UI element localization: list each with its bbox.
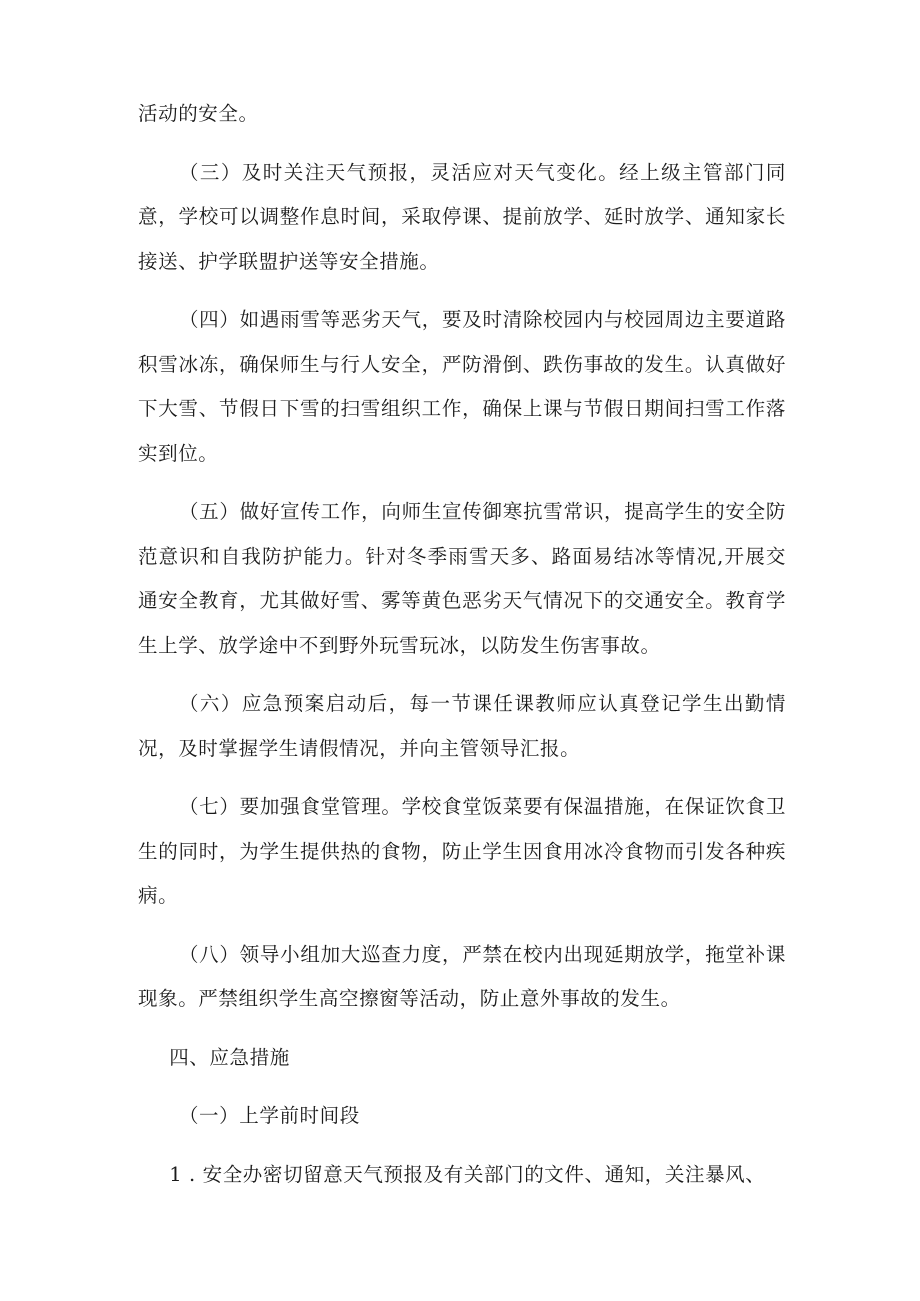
paragraph-item-4: （四）如遇雨雪等恶劣天气，要及时清除校园内与校园周边主要道路积雪冰冻，确保师生与行人安全，严防滑倒、跌伤事故的发生。认真做好下大雪、节假日下雪的扫雪组织工作，确保上课与节假日期间扫雪工作落实到位。 [138, 308, 786, 465]
paragraph-item-3: （三）及时关注天气预报，灵活应对天气变化。经上级主管部门同意，学校可以调整作息时间，采取停课、提前放学、延时放学、通知家长接送、护学联盟护送等安全措施。 [138, 160, 786, 273]
paragraph-item-5: （五）做好宣传工作，向师生宣传御寒抗雪常识，提高学生的安全防范意识和自我防护能力。针对冬季雨雪天多、路面易结冰等情况,开展交通安全教育，尤其做好雪、雾等黄色恶劣天气情况下的交通安全。教育学生上学、放学途中不到野外玩雪玩冰，以防发生伤害事故。 [138, 500, 786, 657]
paragraph-item-7: （七）要加强食堂管理。学校食堂饭菜要有保温措施，在保证饮食卫生的同时，为学生提供热的食物，防止学生因食用冰冷食物而引发各种疾病。 [138, 795, 786, 907]
paragraph-continuation: 活动的安全。 [138, 102, 259, 125]
list-item-1: 1 . 安全办密切留意天气预报及有关部门的文件、通知，关注暴风、 [169, 1162, 766, 1186]
subsection-heading-before-school: （一）上学前时间段 [178, 1104, 360, 1127]
paragraph-item-6: （六）应急预案启动后，每一节课任课教师应认真登记学生出勤情况，及时掌握学生请假情况，并向主管领导汇报。 [138, 692, 786, 760]
document-body [138, 92, 786, 1197]
paragraph-item-8: （八）领导小组加大巡查力度，严禁在校内出现延期放学，拖堂补课现象。严禁组织学生高空擦窗等活动，防止意外事故的发生。 [138, 942, 786, 1010]
section-heading-emergency-measures: 四、应急措施 [169, 1045, 290, 1069]
